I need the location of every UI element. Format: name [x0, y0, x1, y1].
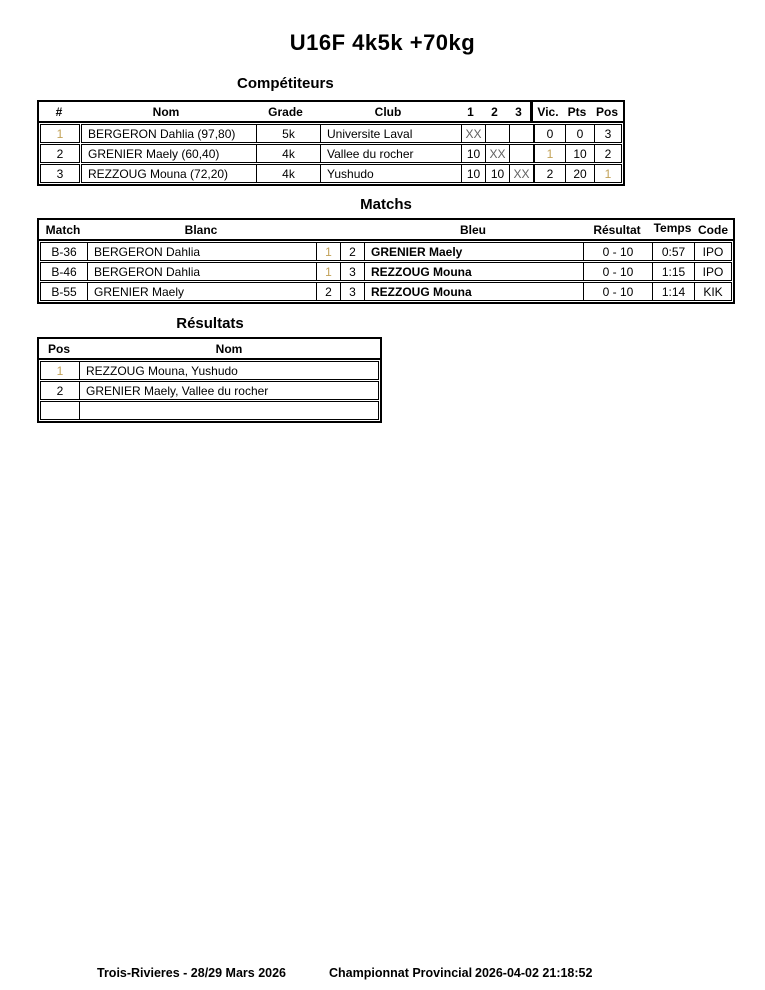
- round1-score-cell: 10: [461, 144, 486, 163]
- blue-player-cell: REZZOUG Mouna: [364, 282, 584, 301]
- round3-score-cell: [509, 144, 534, 163]
- matches-heading: Matchs: [360, 196, 412, 213]
- competitor-number-cell: 1: [40, 124, 80, 143]
- competitor-grade-cell: 4k: [256, 144, 321, 163]
- footer-location-date: Trois-Rivieres - 28/29 Mars 2026: [97, 966, 287, 980]
- competitors-table-body: [39, 123, 623, 184]
- column-header-time-label: Temps: [653, 220, 692, 235]
- competitor-number-cell: 2: [40, 144, 80, 163]
- column-header-result: Résultat: [593, 222, 641, 237]
- round2-score-cell: XX: [485, 144, 510, 163]
- result-name-cell: REZZOUG Mouna, Yushudo: [79, 361, 379, 380]
- result-cell: 0 - 10: [583, 242, 653, 261]
- table-row: [40, 282, 732, 301]
- table-row: [40, 401, 379, 420]
- white-number-cell: 2: [316, 282, 341, 301]
- competitors-table: [37, 100, 625, 186]
- white-player-cell: BERGERON Dahlia: [87, 242, 317, 261]
- column-header-white: Blanc: [184, 222, 218, 237]
- competitors-heading: Compétiteurs: [237, 75, 334, 92]
- competitor-grade-cell: 5k: [256, 124, 321, 143]
- points-cell: 20: [565, 164, 595, 183]
- time-cell: 0:57: [652, 242, 695, 261]
- white-player-cell: BERGERON Dahlia: [87, 262, 317, 281]
- victories-cell: 1: [533, 144, 566, 163]
- result-cell: 0 - 10: [583, 282, 653, 301]
- result-cell: 0 - 10: [583, 262, 653, 281]
- points-cell: 0: [565, 124, 595, 143]
- table-row: [40, 144, 622, 163]
- column-header-round1: 1: [467, 104, 474, 119]
- column-header-position: Pos: [595, 104, 618, 119]
- white-player-cell: GRENIER Maely: [87, 282, 317, 301]
- column-header-club: Club: [374, 104, 402, 119]
- matches-table-header: [39, 220, 733, 241]
- match-id-cell: B-55: [40, 282, 88, 301]
- results-table-header: [39, 339, 380, 360]
- blue-player-cell: GRENIER Maely: [364, 242, 584, 261]
- column-header-points: Pts: [567, 104, 587, 119]
- round2-score-cell: [485, 124, 510, 143]
- round1-score-cell: XX: [461, 124, 486, 143]
- column-header-name: Nom: [152, 104, 180, 119]
- competitor-name-cell: REZZOUG Mouna (72,20): [81, 164, 257, 183]
- code-cell: IPO: [694, 262, 732, 281]
- footer-timestamp: 2026-04-02 21:18:52: [475, 966, 593, 980]
- position-cell: 2: [594, 144, 622, 163]
- column-header-code: Code: [698, 222, 728, 237]
- competitor-grade-cell: 4k: [256, 164, 321, 183]
- round3-score-cell: XX: [509, 164, 534, 183]
- round3-score-cell: [509, 124, 534, 143]
- time-cell: 1:14: [652, 282, 695, 301]
- white-number-cell: 1: [316, 242, 341, 261]
- table-row: [40, 262, 732, 281]
- matches-table: [37, 218, 735, 304]
- blue-number-cell: 3: [340, 282, 365, 301]
- results-heading: Résultats: [176, 315, 244, 332]
- column-header-round3: 3: [515, 104, 522, 119]
- column-header-time: [651, 220, 694, 239]
- round1-score-cell: 10: [461, 164, 486, 183]
- table-row: [40, 242, 732, 261]
- column-header-victories: Vic.: [530, 102, 563, 121]
- competitor-club-cell: Universite Laval: [320, 124, 462, 143]
- round2-score-cell: 10: [485, 164, 510, 183]
- results-table: [37, 337, 382, 423]
- column-header-name: Nom: [215, 341, 243, 356]
- position-cell: 3: [594, 124, 622, 143]
- result-name-cell: GRENIER Maely, Vallee du rocher: [79, 381, 379, 400]
- column-header-grade: Grade: [268, 104, 303, 119]
- competitor-number-cell: 3: [40, 164, 80, 183]
- footer-event-name: Championnat Provincial: [329, 966, 473, 980]
- competitor-name-cell: BERGERON Dahlia (97,80): [81, 124, 257, 143]
- competitor-club-cell: Yushudo: [320, 164, 462, 183]
- column-header-round2: 2: [491, 104, 498, 119]
- competitor-club-cell: Vallee du rocher: [320, 144, 462, 163]
- result-position-cell: [40, 401, 80, 420]
- page-title: U16F 4k5k +70kg: [289, 30, 476, 55]
- blue-number-cell: 2: [340, 242, 365, 261]
- column-header-position: Pos: [47, 341, 70, 356]
- result-position-cell: 1: [40, 361, 80, 380]
- column-header-blue-number: [339, 220, 364, 239]
- matches-table-body: [39, 241, 733, 302]
- code-cell: KIK: [694, 282, 732, 301]
- result-name-cell: [79, 401, 379, 420]
- time-cell: 1:15: [652, 262, 695, 281]
- table-row: [40, 124, 622, 143]
- column-header-number: #: [55, 104, 63, 119]
- blue-number-cell: 3: [340, 262, 365, 281]
- table-row: [40, 381, 379, 400]
- position-cell: 1: [594, 164, 622, 183]
- column-header-white-number: [315, 220, 340, 239]
- white-number-cell: 1: [316, 262, 341, 281]
- table-row: [40, 164, 622, 183]
- match-id-cell: B-46: [40, 262, 88, 281]
- competitors-table-header: [39, 102, 623, 123]
- table-row: [40, 361, 379, 380]
- points-cell: 10: [565, 144, 595, 163]
- column-header-blue: Bleu: [459, 222, 486, 237]
- match-id-cell: B-36: [40, 242, 88, 261]
- competitor-name-cell: GRENIER Maely (60,40): [81, 144, 257, 163]
- blue-player-cell: REZZOUG Mouna: [364, 262, 584, 281]
- code-cell: IPO: [694, 242, 732, 261]
- column-header-match: Match: [45, 222, 81, 237]
- result-position-cell: 2: [40, 381, 80, 400]
- victories-cell: 0: [533, 124, 566, 143]
- victories-cell: 2: [533, 164, 566, 183]
- results-table-body: [39, 360, 380, 421]
